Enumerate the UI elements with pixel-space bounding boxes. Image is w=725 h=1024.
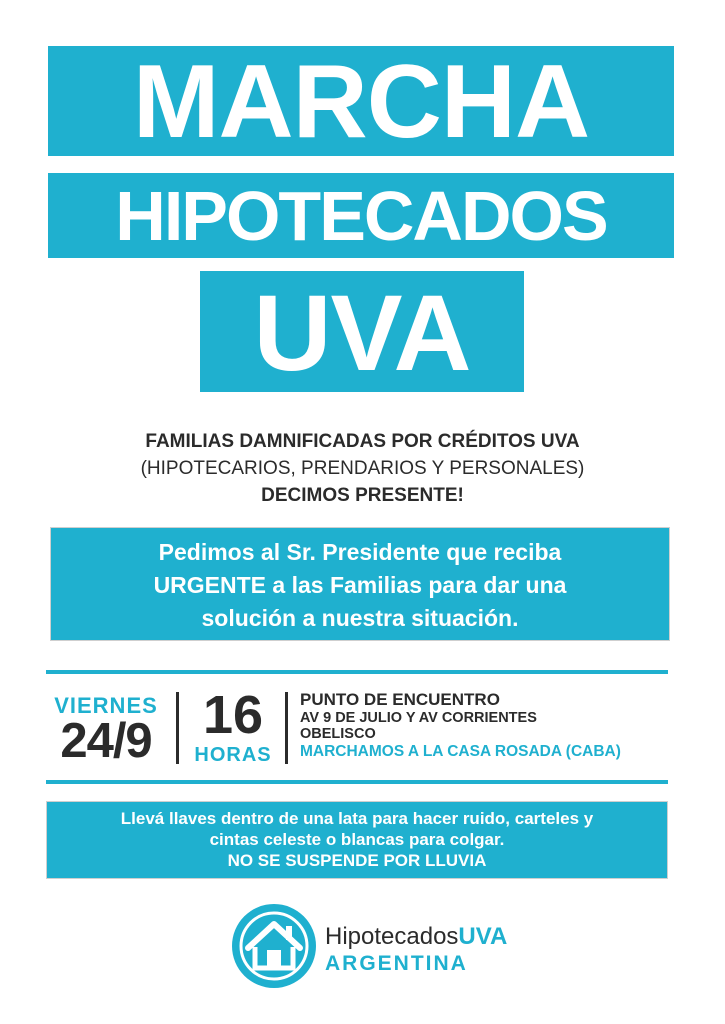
notice-line-2: cintas celeste o blancas para colgar. — [209, 830, 505, 849]
intro-line-2: (HIPOTECARIOS, PRENDARIOS Y PERSONALES) — [140, 458, 585, 479]
divider-bottom — [46, 780, 668, 784]
logo-wordmark — [325, 923, 507, 977]
request-line-1: Pedimos al Sr. Presidente que reciba — [158, 539, 562, 565]
meeting-address: AV 9 DE JULIO Y AV CORRIENTES — [300, 710, 537, 726]
notice-box — [46, 801, 668, 879]
day-label: VIERNES — [54, 693, 158, 718]
title-marcha: MARCHA — [48, 46, 674, 156]
march-destination: MARCHAMOS A LA CASA ROSADA (CABA) — [300, 743, 621, 760]
request-line-3: solución a nuestra situación. — [201, 605, 519, 631]
logo-name-part1: Hipotecados — [325, 923, 459, 950]
intro-line-3: DECIMOS PRESENTE! — [261, 485, 464, 506]
house-icon — [230, 902, 318, 990]
notice-line-3: NO SE SUSPENDE POR LLUVIA — [227, 851, 487, 870]
logo-name-part2: UVA — [458, 923, 508, 950]
event-date: 24/9 — [60, 714, 152, 768]
notice-line-1: Llevá llaves dentro de una lata para hacer ruido, carteles y — [120, 809, 594, 828]
request-box — [50, 527, 670, 641]
logo-country: ARGENTINA — [325, 952, 468, 975]
title-uva: UVA — [200, 271, 524, 392]
hour-label: HORAS — [194, 744, 272, 766]
logo-name — [325, 923, 507, 951]
title-hipotecados: HIPOTECADOS — [48, 173, 674, 258]
request-line-2: URGENTE a las Familias para dar una — [153, 572, 567, 598]
intro-text — [0, 428, 725, 509]
vertical-divider — [176, 692, 179, 764]
meeting-title: PUNTO DE ENCUENTRO — [300, 690, 500, 709]
meeting-point — [300, 690, 621, 762]
intro-line-1: FAMILIAS DAMNIFICADAS POR CRÉDITOS UVA — [145, 431, 580, 452]
divider-top — [46, 670, 668, 674]
meeting-place: OBELISCO — [300, 726, 376, 742]
vertical-divider — [285, 692, 288, 764]
event-hour: 16 — [202, 685, 264, 745]
